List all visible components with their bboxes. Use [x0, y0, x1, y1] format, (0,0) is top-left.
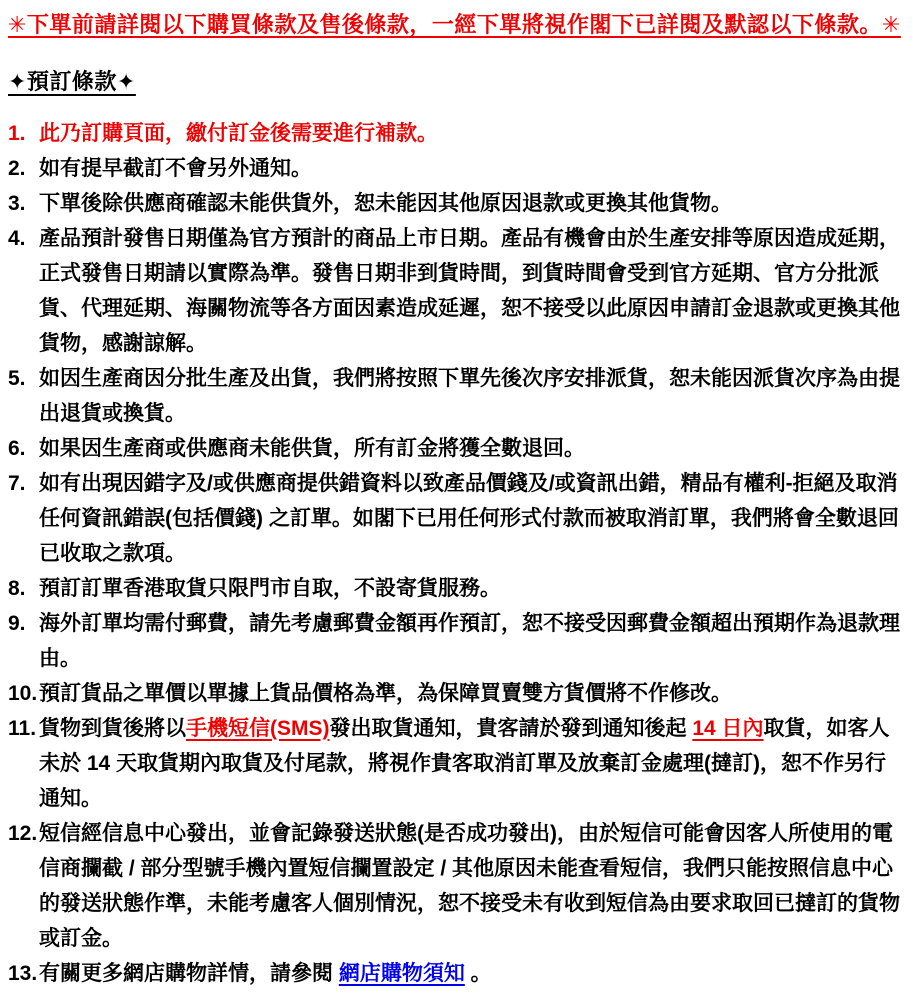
term-number: 6. [8, 436, 26, 460]
term-text-segment: 如有出現因錯字及/或供應商提供錯資料以致產品價錢及/或資訊出錯，精品有權利-拒絕及取消任何資訊錯誤(包括價錢) 之訂單。如閣下已用任何形式付款而被取消訂單，我們將會全數退回已收取之款項。 [39, 471, 899, 565]
shop-guide-link[interactable]: 網店購物須知 [338, 961, 465, 985]
term-text [39, 116, 905, 151]
terms-list [8, 116, 905, 991]
term-item-7 [8, 466, 905, 571]
term-number: 7. [8, 471, 26, 495]
term-text [39, 431, 905, 466]
term-text [39, 571, 905, 606]
term-text-segment: 下單後除供應商確認未能供貨外，恕未能因其他原因退款或更換其他貨物。 [39, 191, 732, 215]
term-number: 9. [8, 611, 26, 635]
term-number: 10. [8, 681, 38, 705]
term-number: 3. [8, 191, 26, 215]
term-number: 13. [8, 961, 38, 985]
highlighted-red-text: 14 日內 [692, 716, 764, 740]
section-title-row [8, 65, 905, 96]
term-text [39, 956, 905, 991]
term-item-1 [8, 116, 905, 151]
term-item-3 [8, 186, 905, 221]
term-text [39, 361, 905, 431]
preorder-terms-title: ✦預訂條款✦ [8, 68, 136, 94]
term-text [39, 186, 905, 221]
term-text-segment: 短信經信息中心發出，並會記錄發送狀態(是否成功發出)，由於短信可能會因客人所使用的電信商攔截 / 部分型號手機內置短信攔置設定 / 其他原因未能查看短信，我們只能按照信息中心的發送狀態作準，未能考慮客人個別情況，恕不接受未有收到短信為由要求取回已撻訂的貨物或訂金。 [39, 821, 900, 950]
term-text-segment: 如果因生產商或供應商未能供貨，所有訂金將獲全數退回。 [39, 436, 585, 460]
term-number: 2. [8, 156, 26, 180]
term-number: 5. [8, 366, 26, 390]
term-item-10 [8, 676, 905, 711]
term-text-segment: 發出取貨通知，貴客請於發到通知後起 [329, 716, 693, 740]
term-text [39, 221, 905, 361]
term-text-segment: 預訂訂單香港取貨只限門市自取，不設寄貨服務。 [39, 576, 501, 600]
term-text [39, 151, 905, 186]
term-number: 4. [8, 226, 26, 250]
term-item-9 [8, 606, 905, 676]
term-text-segment: 如有提早截訂不會另外通知。 [39, 156, 312, 180]
term-number: 12. [8, 821, 38, 845]
term-text-segment: 。 [464, 961, 492, 985]
term-text [39, 606, 905, 676]
term-text [39, 816, 905, 956]
term-item-8 [8, 571, 905, 606]
term-item-11 [8, 711, 905, 816]
term-item-4 [8, 221, 905, 361]
term-text-segment: 貨物到貨後將以 [39, 716, 186, 740]
term-text [39, 466, 905, 571]
term-item-5 [8, 361, 905, 431]
term-item-6 [8, 431, 905, 466]
term-number: 11. [8, 716, 37, 740]
term-number: 8. [8, 576, 26, 600]
term-item-12 [8, 816, 905, 956]
term-number: 1. [8, 121, 26, 145]
term-text-segment: 有關更多網店購物詳情，請參閱 [39, 961, 339, 985]
term-text-segment: 如因生產商因分批生產及出貨，我們將按照下單先後次序安排派貨，恕未能因派貨次序為由提出退貨或換貨。 [39, 366, 900, 425]
term-item-2 [8, 151, 905, 186]
term-text-segment: 產品預計發售日期僅為官方預計的商品上市日期。產品有機會由於生產安排等原因造成延期，正式發售日期請以實際為準。發售日期非到貨時間，到貨時間會受到官方延期、官方分批派貨、代理延期、海關物流等各方面因素造成延遲，恕不接受以此原因申請訂金退款或更換其他貨物，感謝諒解。 [39, 226, 900, 355]
purchase-notice-header: ✳下單前請詳閱以下購買條款及售後條款，一經下單將視作閣下已詳閱及默認以下條款。✳ [8, 12, 901, 37]
term-text [39, 676, 905, 711]
term-item-13 [8, 956, 905, 991]
term-text-segment: 海外訂單均需付郵費，請先考慮郵費金額再作預訂，恕不接受因郵費金額超出預期作為退款理由。 [39, 611, 900, 670]
highlighted-red-text: 手機短信(SMS) [186, 716, 330, 740]
term-text-segment: 預訂貨品之單價以單據上貨品價格為準，為保障買賣雙方貨價將不作修改。 [39, 681, 732, 705]
term-text-segment: 此乃訂購頁面，繳付訂金後需要進行補款。 [39, 121, 438, 145]
term-text [39, 711, 905, 816]
term-text-segment: 取貨，如客人未於 14 天取貨期內取貨及付尾款，將視作貴客取消訂單及放棄訂金處理(撻訂)，恕不作另行通知。 [39, 716, 890, 810]
